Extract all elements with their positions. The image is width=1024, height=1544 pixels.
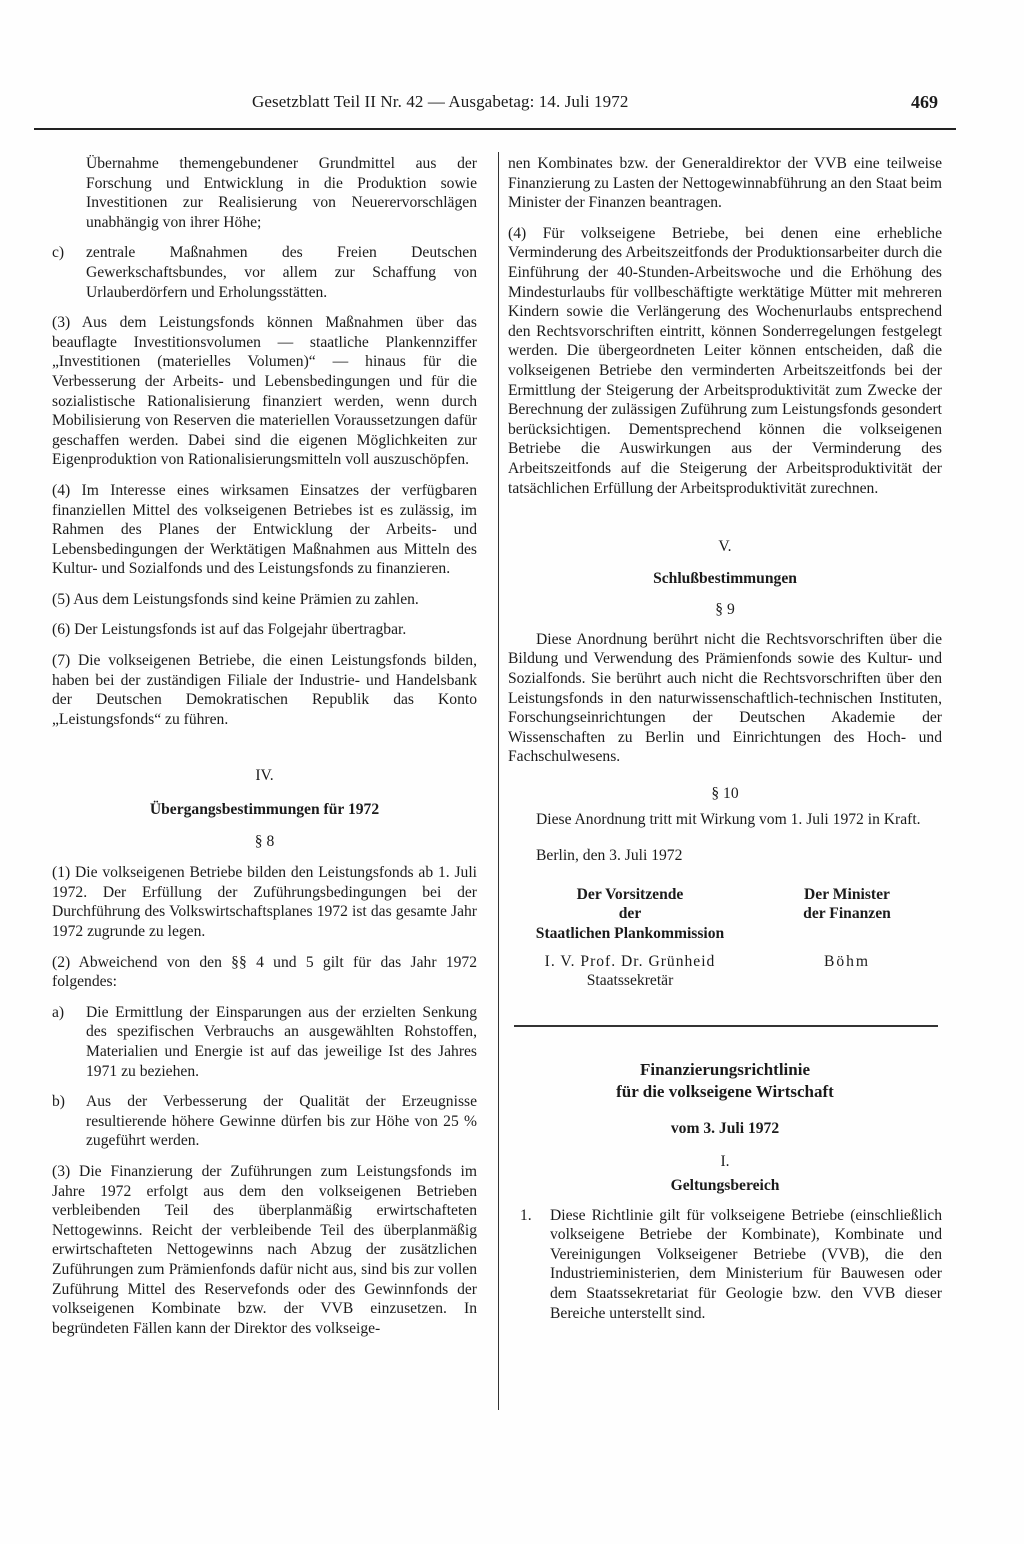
column-divider (498, 152, 499, 1410)
section-numeral: V. (718, 538, 732, 556)
signature-names (508, 952, 942, 972)
section-title: Geltungsbereich (670, 1176, 780, 1194)
signature-titles-line-1 (508, 885, 942, 905)
list-marker: a) (52, 1003, 65, 1021)
paragraph-4: (4) Im Interesse eines wirksamen Einsatzes der verfügbaren finanziellen Mittel des volkseigenen Betriebes ist es zulässig, im Rahmen des Planes der Entwicklung der Arbeits- und Lebensbedingungen der Werktätigen Maßnahmen aus Mitteln des Kultur- und Sozialfonds und des Leistungsfonds zu finanzieren. (52, 481, 477, 578)
continued-item-text: Übernahme themengebundener Grundmittel aus der Forschung und Entwicklung in die Produktion sowie Investitionen zur Realisierung von Neuerervorschlägen unabhängig von ihrer Höhe; (86, 155, 477, 231)
section-numeral: IV. (255, 767, 274, 785)
list-item-1 (508, 1206, 942, 1324)
document-title-line-1: Finanzierungsrichtlinie (640, 1059, 810, 1079)
paragraph-sign: § 9 (715, 601, 735, 619)
paragraph-6: (6) Der Leistungsfonds ist auf das Folgejahr übertragbar. (52, 621, 407, 639)
signatory-2-name: Böhm (823, 952, 871, 970)
paragraph-4-right: (4) Für volkseigene Betriebe, bei denen eine erhebliche Verminderung des Arbeitszeitfonds der Produktionsarbeiter durch die Einführung der 40-Stunden-Arbeitswoche und die Erhöhung des Mindesturlaubs für vollbeschäftigte werktätige Mütter mit mehreren Kindern sowie die Verlängerung des Wochenurlaubs entsprechend den Rechtsvorschriften eintritt, können Sonderregelungen festgelegt werden. Die übergeordneten Leiter können entscheiden, daß die volkseigenen Betriebe den verminderten Arbeitszeitfonds bei der Ermittlung der Steigerung der Arbeitsproduktivität zum Zwecke der Berechnung der zulässigen Zuführung zum Leistungsfonds gesondert berücksichtigen. Dementsprechend können die volkseigenen Betriebe die Auswirkungen aus der Verminderung des Arbeitszeitfonds auf die Steigerung der Arbeitsproduktivität der tatsächlichen Erfüllung der Arbeitsproduktivität zurechnen. (508, 224, 942, 497)
signatory-2-title: der Finanzen (803, 905, 891, 923)
s9-text: Diese Anordnung berührt nicht die Rechtsvorschriften über die Bildung und Verwendung des Prämienfonds sowie des Kultur- und Sozialfonds. Sie berührt auch nicht die Rechtsvorschriften über den Leistungsfonds in den naturwissenschaftlich-technischen Instituten, Forschungseinrichtungen der Deutschen Akademie der Wissenschaften zu Berlin und Einrichtungen des Hoch- und Fachschulwesens. (508, 630, 942, 766)
section-title: Übergangsbestimmungen für 1972 (149, 801, 380, 819)
header-rule (34, 128, 956, 130)
s8-paragraph-3: (3) Die Finanzierung der Zuführungen zum Leistungsfonds im Jahre 1972 erfolgt aus dem den volkseigenen Betrieben verbleibenden Teil des überplanmäßig erwirtschafteten Nettogewinns. Reicht der verbleibende Teil des überplanmäßig erwirtschafteten Nettogewinns nach Abzug der zusätzlichen Zuführungen zum Prämienfonds dafür nicht aus, sind bis zur vollen Zuführung Mittel des Reservefonds oder des Gewinnfonds der volkseigenen Kombinate bzw. der VVB einzusetzen. In begründeten Fällen kann der Direktor des volkseige- (52, 1162, 477, 1337)
section-numeral: I. (720, 1153, 730, 1171)
right-column (508, 154, 942, 1334)
signatory-1-title: der (618, 905, 642, 923)
signatory-1-title: Der Vorsitzende (576, 885, 684, 903)
list-item-text: zentrale Maßnahmen des Freien Deutschen Gewerkschaftsbundes, vor allem zur Schaffung von Urlauberdörfern und Erholungsstätten. (86, 244, 477, 301)
s10-text: Diese Anordnung tritt mit Wirkung vom 1. Juli 1972 in Kraft. (536, 810, 921, 828)
signature-roles (508, 971, 942, 991)
section-title: Schlußbestimmungen (653, 569, 797, 587)
document-date: vom 3. Juli 1972 (670, 1119, 780, 1137)
running-header: Gesetzblatt Teil II Nr. 42 — Ausgabetag: 14. Juli 1972 (252, 92, 629, 111)
paragraph-3: (3) Aus dem Leistungsfonds können Maßnahmen über das beauflagte Investitionsvolumen — staatliche Plankennziffer „Investitionen (materielles Volumen)“ — hinaus für die Verbesserung der Arbeits- und Lebensbedingungen und für die sozialistische Rationalisierung finanziert werden, wenn durch Mobilisierung von Reserven die materiellen Voraussetzungen dafür geschaffen werden. Dabei sind die eigenen Möglichkeiten zur Eigenproduktion von Rationalisierungsmitteln voll auszuschöpfen. (52, 314, 477, 469)
list-marker: b) (52, 1093, 65, 1111)
list-item-text: Die Ermittlung der Einsparungen aus der erzielten Senkung des spezifischen Verbrauchs an ausgewählten Rohstoffen, Materialien und Energie ist auf das jeweilige Ist des Jahres 1971 zu beziehen. (86, 1003, 477, 1080)
document-title-line-2: für die volkseigene Wirtschaft (616, 1081, 834, 1101)
signatory-2-title: Der Minister (804, 885, 890, 903)
signatory-1-title: Staatlichen Plankommission (535, 925, 725, 942)
list-item-c (52, 243, 477, 302)
continued-paragraph: nen Kombinates bzw. der Generaldirektor der VVB eine teilweise Finanzierung zu Lasten der Nettogewinnabführung an den Staat beim Minister der Finanzen beantragen. (508, 155, 942, 212)
page-number: 469 (911, 92, 938, 112)
list-item-text: Diese Richtlinie gilt für volkseigene Betriebe (einschließlich volkseigene Betriebe der Kombinate), Kombinate und Vereinigungen Volkseigener Betriebe (VVB), die den Industrieministerien, dem Ministerium für Bauwesen oder dem Staatssekretariat für Geologie bzw. den VVB dieser Bereiche unterstellt sind. (550, 1206, 942, 1322)
s8-paragraph-1: (1) Die volkseigenen Betriebe bilden den Leistungsfonds ab 1. Juli 1972. Der Erfüllung der Zuführungsbedingungen bei der Durchführung des Volkswirtschaftsplanes 1972 ist das gesamte Jahr 1972 zugrunde zu legen. (52, 864, 477, 940)
s8-paragraph-2: (2) Abweichend von den §§ 4 und 5 gilt für das Jahr 1972 folgendes: (52, 953, 477, 991)
place-date: Berlin, den 3. Juli 1972 (536, 847, 683, 865)
paragraph-sign: § 10 (711, 785, 739, 803)
paragraph-7: (7) Die volkseigenen Betriebe, die einen Leistungsfonds bilden, haben bei der zuständigen Filiale der Industrie- und Handelsbank der Deutschen Demokratischen Republik das Konto „Leistungsfonds“ zu führen. (52, 652, 477, 728)
signature-titles-line-3 (508, 924, 942, 944)
paragraph-5: (5) Aus dem Leistungsfonds sind keine Prämien zu zahlen. (52, 590, 419, 608)
list-item-b (52, 1092, 477, 1151)
list-item-text: Aus der Verbesserung der Qualität der Erzeugnisse resultierende höhere Gewinne dürfen bis zur Höhe von 25 % zugeführt werden. (86, 1093, 477, 1150)
paragraph-sign: § 8 (254, 832, 275, 850)
signatory-1-role: Staatssekretär (586, 972, 674, 990)
signatory-1-name: I. V. Prof. Dr. Grünheid (544, 952, 716, 970)
list-marker: 1. (520, 1206, 532, 1224)
list-item-a (52, 1003, 477, 1081)
signature-titles-line-2 (508, 904, 942, 924)
list-marker: c) (52, 244, 65, 262)
left-column (52, 154, 477, 1349)
